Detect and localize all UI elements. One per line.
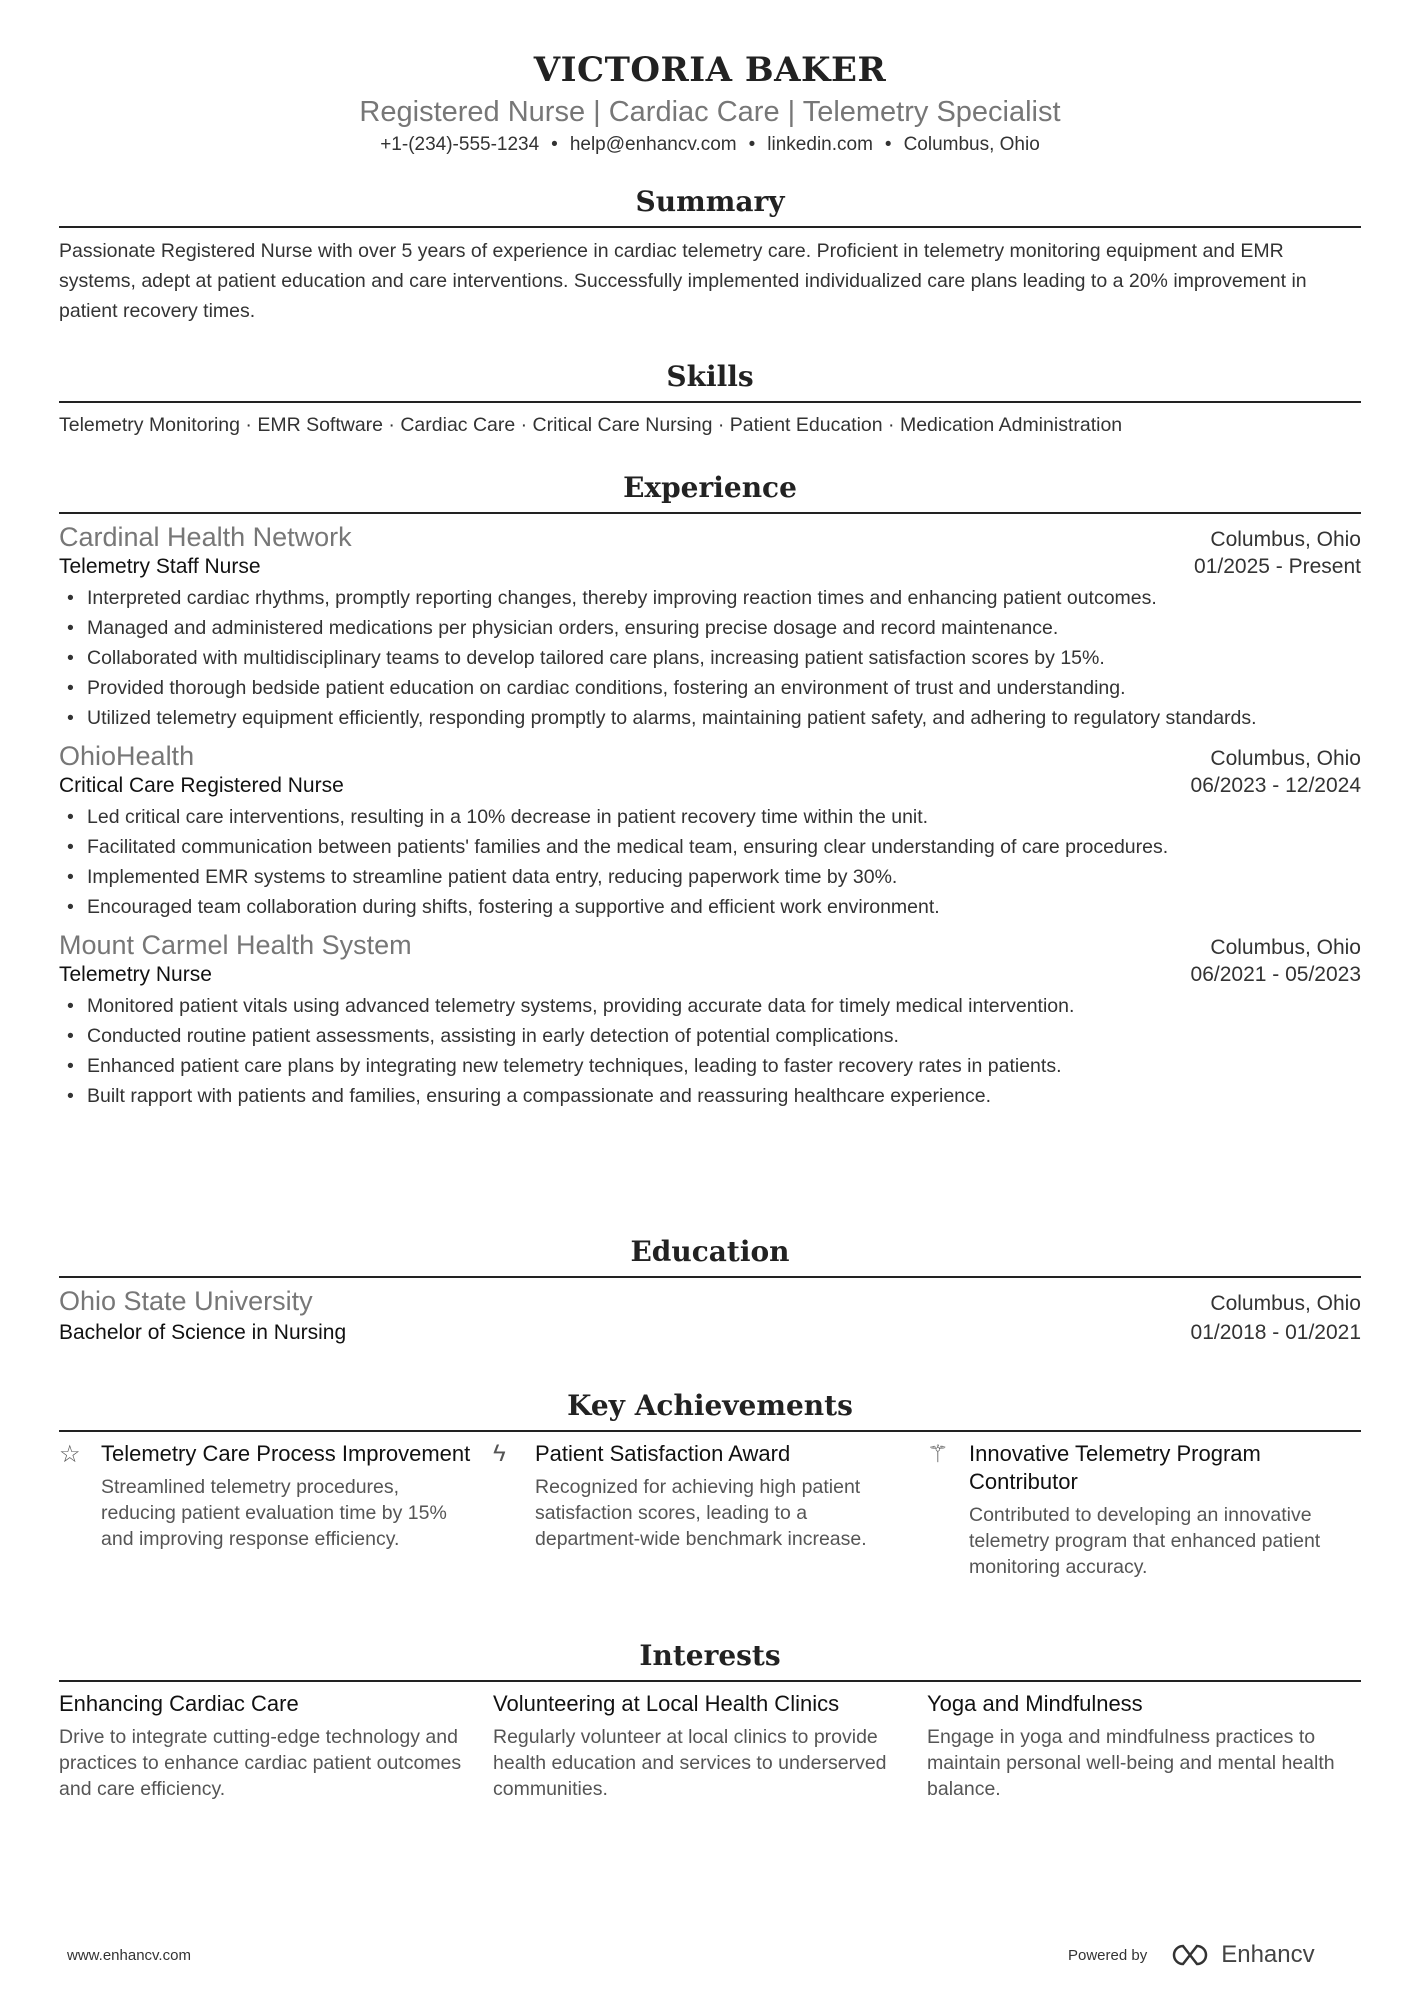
- summary-text: Passionate Registered Nurse with over 5 years of experience in cardiac telemetry care. Proficient in telemetry monitoring equipment and EMR systems, adept at patient education and care interventions. Successfully implemented individualized care plans leading to a 20% improvement in patient recovery times.: [59, 240, 1307, 322]
- powered-by: [1068, 1941, 1315, 1969]
- bullet-item: • Built rapport with patients and families, ensuring a compassionate and reassuring healthcare experience.: [59, 1081, 1361, 1111]
- job-bullets: [59, 802, 1361, 922]
- company-name: Cardinal Health Network: [59, 522, 352, 552]
- job-bullets: [59, 991, 1361, 1111]
- section-title: Interests: [59, 1636, 1361, 1682]
- achievement-title: Telemetry Care Process Improvement: [101, 1441, 471, 1466]
- school-name: Ohio State University: [59, 1286, 313, 1316]
- job-role-row: [59, 555, 1361, 579]
- headline: Registered Nurse | Cardiac Care | Telemetry Specialist: [359, 96, 1061, 128]
- section-title: Experience: [59, 468, 1361, 514]
- job-location: Columbus, Ohio: [1210, 747, 1361, 770]
- footer-website[interactable]: www.enhancv.com: [67, 1947, 191, 1964]
- linkedin-link[interactable]: linkedin.com: [767, 134, 873, 155]
- bullet-item: • Managed and administered medications per physician orders, ensuring precise dosage and record maintenance.: [59, 613, 1361, 643]
- company-name: OhioHealth: [59, 741, 195, 771]
- achievement-item: [59, 1440, 493, 1580]
- achievement-item: [493, 1440, 927, 1580]
- achievement-desc: Contributed to developing an innovative telemetry program that enhanced patient monitoring accuracy.: [969, 1504, 1321, 1578]
- bullet-item: • Encouraged team collaboration during shifts, fostering a supportive and efficient work environment.: [59, 892, 1361, 922]
- enhancv-logo-icon: [1171, 1942, 1213, 1968]
- lightning-icon: ϟ: [493, 1440, 506, 1467]
- job-title: Telemetry Staff Nurse: [59, 555, 261, 578]
- bullet-item: • Conducted routine patient assessments, assisting in early detection of potential complications.: [59, 1021, 1361, 1051]
- job-entry: [59, 741, 1361, 922]
- degree: Bachelor of Science in Nursing: [59, 1321, 347, 1344]
- email-link[interactable]: help@enhancv.com: [569, 134, 737, 155]
- achievement-title: Patient Satisfaction Award: [535, 1441, 791, 1466]
- interest-title: Volunteering at Local Health Clinics: [493, 1691, 840, 1716]
- job-header: [59, 741, 1361, 772]
- interests-section: [59, 1636, 1361, 1802]
- job-title: Critical Care Registered Nurse: [59, 774, 344, 797]
- achievement-title: Innovative Telemetry Program Contributor: [969, 1441, 1261, 1494]
- job-entry: [59, 930, 1361, 1111]
- job-role-row: [59, 774, 1361, 798]
- bullet-item: • Provided thorough bedside patient education on cardiac conditions, fostering an environment of trust and understanding.: [59, 673, 1361, 703]
- interest-item: [493, 1690, 927, 1802]
- experience-section: [59, 468, 1361, 1111]
- phone: +1-(234)-555-1234: [380, 134, 540, 155]
- achievement-desc: Recognized for achieving high patient satisfaction scores, leading to a department-wide benchmark increase.: [535, 1476, 867, 1550]
- achievement-item: [927, 1440, 1361, 1580]
- job-dates: 06/2023 - 12/2024: [1190, 774, 1361, 797]
- powered-by-label: Powered by: [1068, 1946, 1148, 1964]
- education-section: [59, 1232, 1361, 1345]
- job-bullets: [59, 583, 1361, 733]
- bullet-item: • Monitored patient vitals using advanced telemetry systems, providing accurate data for timely medical intervention.: [59, 991, 1361, 1021]
- degree-row: [59, 1321, 1361, 1345]
- enhancv-logo: [1171, 1941, 1314, 1969]
- bullet-item: • Enhanced patient care plans by integrating new telemetry techniques, leading to faster recovery rates in patients.: [59, 1051, 1361, 1081]
- separator: •: [551, 134, 558, 155]
- bullet-item: • Led critical care interventions, resulting in a 10% decrease in patient recovery time within the unit.: [59, 802, 1361, 832]
- star-icon: ☆: [59, 1441, 81, 1468]
- interest-desc: Drive to integrate cutting-edge technology and practices to enhance cardiac patient outcomes and care efficiency.: [59, 1726, 462, 1800]
- section-title: Skills: [59, 357, 1361, 403]
- bullet-item: • Interpreted cardiac rhythms, promptly reporting changes, thereby improving reaction times and enhancing patient outcomes.: [59, 583, 1361, 613]
- job-dates: 06/2021 - 05/2023: [1190, 963, 1361, 986]
- bullet-item: • Facilitated communication between patients' families and the medical team, ensuring clear understanding of care procedures.: [59, 832, 1361, 862]
- bullet-item: • Implemented EMR systems to streamline patient data entry, reducing paperwork time by 30%.: [59, 862, 1361, 892]
- school-location: Columbus, Ohio: [1210, 1292, 1361, 1315]
- interest-desc: Engage in yoga and mindfulness practices to maintain personal well-being and mental health balance.: [927, 1726, 1335, 1800]
- achievements-section: [59, 1386, 1361, 1580]
- magic-wand-icon: ⚚: [927, 1441, 949, 1468]
- interest-title: Enhancing Cardiac Care: [59, 1691, 299, 1716]
- job-title: Telemetry Nurse: [59, 963, 212, 986]
- interest-item: [927, 1690, 1361, 1802]
- interest-item: [59, 1690, 493, 1802]
- separator: •: [884, 134, 892, 155]
- section-title: Education: [59, 1232, 1361, 1278]
- job-location: Columbus, Ohio: [1210, 528, 1361, 551]
- job-role-row: [59, 963, 1361, 987]
- job-location: Columbus, Ohio: [1210, 936, 1361, 959]
- job-header: [59, 522, 1361, 553]
- skills-section: [59, 357, 1361, 440]
- bullet-item: • Collaborated with multidisciplinary teams to develop tailored care plans, increasing patient satisfaction scores by 15%.: [59, 643, 1361, 673]
- job-entry: [59, 522, 1361, 733]
- enhancv-brand: Enhancv: [1221, 1941, 1315, 1968]
- separator: •: [748, 134, 756, 155]
- skills-list: Telemetry Monitoring · EMR Software · Cardiac Care · Critical Care Nursing · Patient Education · Medication Administration: [59, 414, 1123, 436]
- candidate-name: VICTORIA BAKER: [533, 50, 887, 90]
- job-dates: 01/2025 - Present: [1194, 555, 1361, 578]
- contact-info: [59, 134, 1361, 156]
- bullet-item: • Utilized telemetry equipment efficiently, responding promptly to alarms, maintaining patient safety, and adhering to regulatory standards.: [59, 703, 1361, 733]
- interest-title: Yoga and Mindfulness: [927, 1691, 1143, 1716]
- summary-section: [59, 182, 1361, 326]
- job-header: [59, 930, 1361, 961]
- section-title: Summary: [59, 182, 1361, 228]
- location: Columbus, Ohio: [903, 134, 1040, 155]
- company-name: Mount Carmel Health System: [59, 930, 412, 960]
- education-entry: [59, 1286, 1361, 1317]
- achievement-desc: Streamlined telemetry procedures, reducing patient evaluation time by 15% and improving response efficiency.: [101, 1476, 447, 1550]
- section-title: Key Achievements: [59, 1386, 1361, 1432]
- education-dates: 01/2018 - 01/2021: [1190, 1321, 1361, 1344]
- interest-desc: Regularly volunteer at local clinics to provide health education and services to underserved communities.: [493, 1726, 887, 1800]
